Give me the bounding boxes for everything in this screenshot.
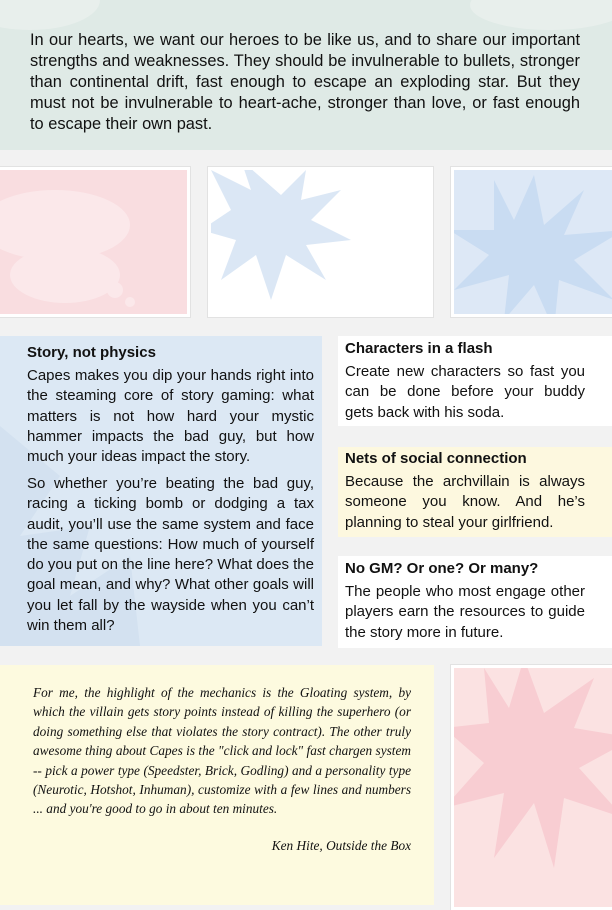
starburst-illustration	[454, 668, 612, 910]
feature-heading: Characters in a flash	[345, 340, 493, 357]
story-heading: Story, not physics	[27, 344, 156, 361]
starburst-illustration	[211, 170, 433, 317]
cloud-decoration	[470, 0, 612, 30]
intro-text: In our hearts, we want our heroes to be like us, and to share our important strengths and weaknesses. They should be invulnerable to bullets, stronger than continental drift, fast enough to escape an exploding star. But they must not be invulnerable to heart-ache, stronger than love, or fast enough to escape their own past.	[30, 31, 580, 133]
feature-heading: No GM? Or one? Or many?	[345, 560, 539, 577]
quote-attribution: Ken Hite, Outside the Box	[271, 838, 411, 853]
feature-heading: Nets of social connection	[345, 450, 527, 467]
story-paragraph: So whether you’re beating the bad guy, racing a ticking bomb or dodging a tax audit, you’ll use the same system and face the same questions: How much of yourself do you put on the line here? What does the goal mean, and why? What other goals will you let fall by the wayside when you can’t win them all?	[27, 475, 314, 635]
speech-bubble-illustration	[0, 170, 190, 317]
feature-text: Create new characters so fast you can be done before your buddy gets back with his soda.	[345, 363, 585, 421]
starburst-panel-pink	[451, 665, 612, 910]
review-quote: For me, the highlight of the mechanics is the Gloating system, by which the villain gets story points instead of killing the superhero (or doing something else that violates the story contract). The other truly awesome thing about Capes is the "click and lock" fast chargen system -- pick a power type (Speedster, Brick, Godling) and a personality type (Neurotic, Hotshot, Inhuman), customize with a few lines and numbers ... and you're good to go in about ten minutes.	[33, 685, 411, 817]
starburst-illustration	[454, 170, 612, 317]
starburst-panel-blue	[451, 167, 612, 317]
speech-bubble-panel	[0, 167, 190, 317]
feature-text: Because the archvillain is always someone you know. And he’s planning to steal your girlfriend.	[345, 473, 585, 531]
story-paragraph: Capes makes you dip your hands right into the steaming core of story gaming: what matters is not how hard your mystic hammer impacts the bad guy, but how much your ideas impact the story.	[27, 367, 314, 466]
cloud-decoration	[0, 0, 100, 30]
feature-text: The people who most engage other players earn the resources to guide the story more in future.	[345, 583, 585, 641]
starburst-panel-white	[208, 167, 433, 317]
